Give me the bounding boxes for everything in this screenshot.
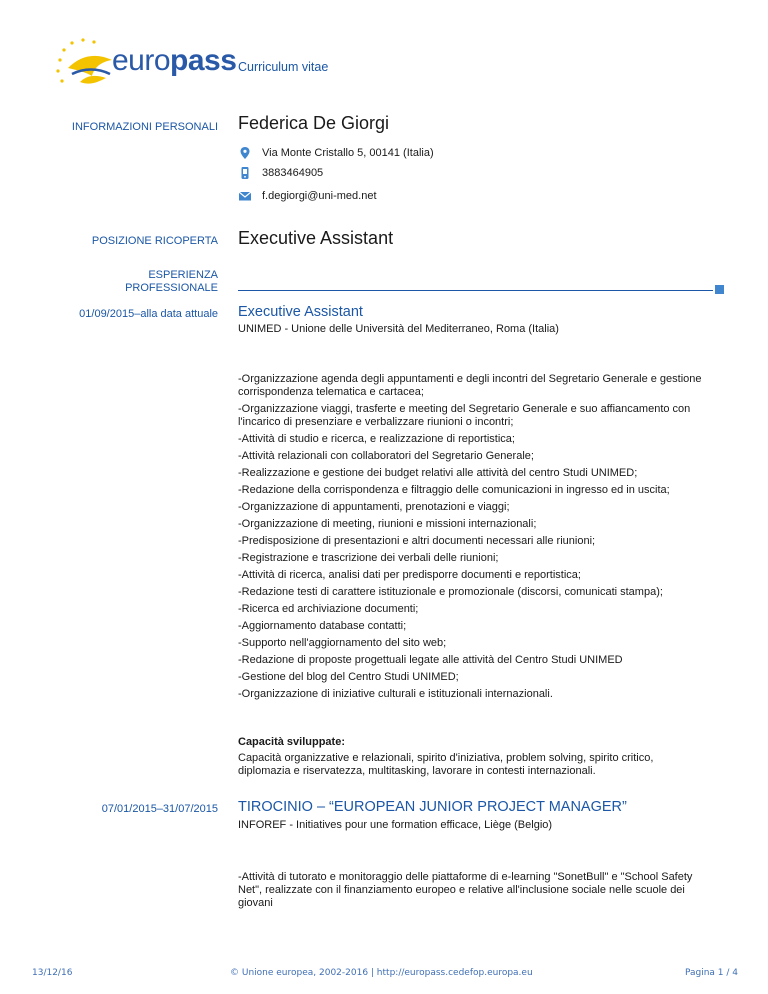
duty-item: -Ricerca ed archiviazione documenti;	[238, 603, 419, 615]
skills-text: Capacità organizzative e relazionali, spirito d'iniziativa, problem solving, spirito critico, diplomazia e riservatezza, multitasking, lavorare in contesti internazionali.	[238, 752, 654, 777]
europass-wordmark: europass	[112, 44, 237, 77]
address-row	[238, 146, 434, 160]
duty-item: -Redazione testi di carattere istituzionale e promozionale (discorsi, comunicati stampa);	[238, 586, 663, 598]
duty-item: -Aggiornamento database contatti;	[238, 620, 407, 632]
duty-item: -Organizzazione agenda degli appuntamenti e degli incontri del Segretario Generale e gestione corrispondenza telematica e cartacea;	[238, 373, 702, 398]
job-employer: UNIMED - Unione delle Università del Mediterraneo, Roma (Italia)	[238, 323, 559, 335]
footer-copyright[interactable]: © Unione europea, 2002-2016 | http://europass.cedefop.europa.eu	[230, 968, 533, 978]
duty-item: -Attività di ricerca, analisi dati per predisporre documenti e reportistica;	[238, 569, 581, 581]
duty-item: -Predisposizione di presentazioni e altri documenti necessari alle riunioni;	[238, 535, 596, 547]
skills-heading: Capacità sviluppate:	[238, 736, 345, 748]
personal-info-label: INFORMAZIONI PERSONALI	[71, 121, 218, 133]
footer-date: 13/12/16	[32, 968, 73, 978]
duty-item: -Redazione di proposte progettuali legate alle attività del Centro Studi UNIMED	[238, 654, 623, 666]
mobile-phone-icon	[238, 166, 252, 180]
envelope-icon	[238, 189, 252, 203]
position-label: POSIZIONE RICOPERTA	[91, 235, 218, 247]
job-dates: 01/09/2015–alla data attuale	[79, 308, 218, 320]
job-duty-intro: -Attività di tutorato e monitoraggio delle piattaforme di e-learning "SonetBull" e "School Safety Net", realizzate con il finanziamento europeo e relative all'inclusione sociale nelle scuole dei giovani	[238, 871, 693, 909]
location-pin-icon	[238, 146, 252, 160]
document-title: Curriculum vitae	[238, 60, 329, 74]
duty-item: -Redazione della corrispondenza e filtraggio delle comunicazioni in ingresso ed in uscita;	[238, 484, 670, 496]
job-employer: INFOREF - Initiatives pour une formation efficace, Liège (Belgio)	[238, 819, 553, 831]
duty-item: -Organizzazione di appuntamenti, prenotazioni e viaggi;	[238, 501, 510, 513]
duty-item: -Attività di studio e ricerca, e realizzazione di reportistica;	[238, 433, 515, 445]
position-value: Executive Assistant	[238, 228, 394, 248]
duty-item: -Registrazione e trascrizione dei verbali delle riunioni;	[238, 552, 499, 564]
experience-label: ESPERIENZA PROFESSIONALE	[125, 269, 218, 294]
address-text: Via Monte Cristallo 5, 00141 (Italia)	[262, 147, 434, 159]
section-marker-square	[715, 285, 724, 294]
duty-item: -Organizzazione viaggi, trasferte e meeting del Segretario Generale e suo affiancamento con l'incarico di presenziare e verbalizzare riunioni o incontri;	[238, 403, 691, 428]
candidate-name: Federica De Giorgi	[238, 113, 390, 133]
footer-page-number: Pagina 1 / 4	[684, 968, 738, 978]
section-divider	[238, 290, 713, 291]
duty-item: -Attività relazionali con collaboratori del Segretario Generale;	[238, 450, 534, 462]
job-title: Executive Assistant	[238, 304, 363, 320]
duty-item: -Organizzazione di iniziative culturali e istituzionali internazionali.	[238, 688, 553, 700]
phone-text: 3883464905	[262, 167, 324, 179]
email-row[interactable]	[238, 189, 377, 203]
email-link[interactable]: f.degiorgi@uni-med.net	[262, 190, 377, 202]
duty-item: -Supporto nell'aggiornamento del sito web;	[238, 637, 447, 649]
duty-item: -Realizzazione e gestione dei budget relativi alle attività del centro Studi UNIMED;	[238, 467, 638, 479]
phone-row	[238, 166, 323, 180]
job-duties-list	[238, 373, 708, 705]
duty-item: -Gestione del blog del Centro Studi UNIMED;	[238, 671, 459, 683]
job-title: TIROCINIO – “EUROPEAN JUNIOR PROJECT MANAGER”	[238, 799, 627, 815]
job-dates: 07/01/2015–31/07/2015	[101, 803, 218, 815]
duty-item: -Organizzazione di meeting, riunioni e missioni internazionali;	[238, 518, 537, 530]
